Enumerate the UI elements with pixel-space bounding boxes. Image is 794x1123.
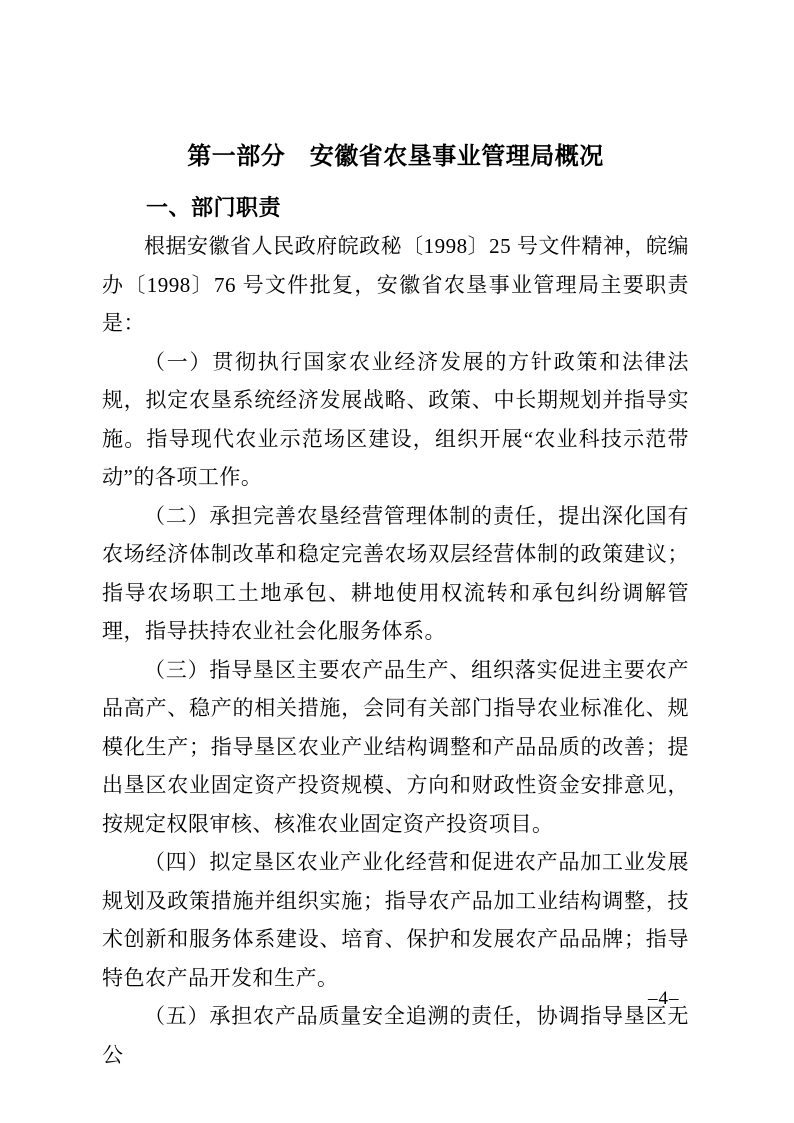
paragraph-duty-4: （四）拟定垦区农业产业化经营和促进农产品加工业发展规划及政策措施并组织实施；指导农产品加工业结构调整，技术创新和服务体系建设、培育、保护和发展农产品品牌；指导特色农产品开发和生产。 xyxy=(102,850,689,990)
page-number: –4– xyxy=(648,988,680,1009)
paragraph-intro: 根据安徽省人民政府皖政秘〔1998〕25 号文件精神，皖编办〔1998〕76 号文件批复，安徽省农垦事业管理局主要职责是： xyxy=(102,234,689,335)
body-text xyxy=(102,227,689,1074)
paragraph-duty-2: （二）承担完善农垦经营管理体制的责任，提出深化国有农场经济体制改革和稳定完善农场双层经营体制的政策建议；指导农场职工土地承包、耕地使用权流转和承包纠纷调解管理，指导扶持农业社会化服务体系。 xyxy=(102,503,689,643)
document-content xyxy=(102,139,689,1074)
paragraph-duty-5: （五）承担农产品质量安全追溯的责任，协调指导垦区无公 xyxy=(102,1004,689,1067)
paragraph-duty-1: （一）贯彻执行国家农业经济发展的方针政策和法律法规，拟定农垦系统经济发展战略、政策、中长期规划并指导实施。指导现代农业示范场区建设，组织开展“农业科技示范带动”的各项工作。 xyxy=(102,349,689,489)
document-title: 第一部分 安徽省农垦事业管理局概况 xyxy=(187,143,604,170)
section-heading: 一、部门职责 xyxy=(146,195,282,220)
paragraph-duty-3: （三）指导垦区主要农产品生产、组织落实促进主要农产品高产、稳产的相关措施，会同有关部门指导农业标准化、规模化生产；指导垦区农业产业结构调整和产品品质的改善；提出垦区农业固定资产投资规模、方向和财政性资金安排意见，按规定权限审核、核准农业固定资产投资项目。 xyxy=(102,657,689,836)
